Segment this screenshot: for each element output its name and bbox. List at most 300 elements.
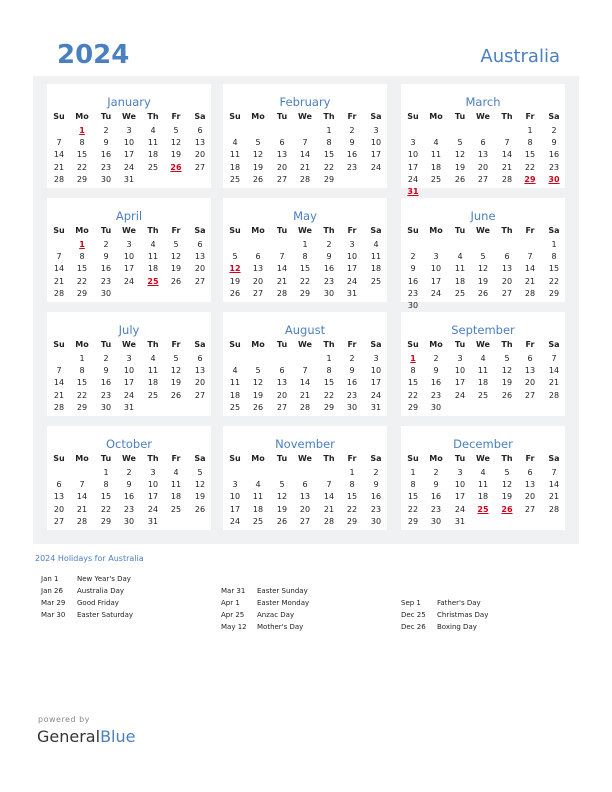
calendar-day: 11 [147,252,159,262]
calendar-day: 1 [326,126,332,135]
calendar-day: 24 [407,174,419,184]
calendar-day: 3 [457,354,463,363]
holiday-name: Father's Day [437,599,481,607]
calendar-day: 3 [150,468,156,477]
weekday-header: Mo [75,340,89,349]
calendar-day: 14 [53,378,65,388]
weekday-header: We [476,340,490,349]
year-title: 2024 [57,40,130,70]
calendar-day: 20 [194,150,206,160]
calendar-day: 25 [147,390,159,400]
holiday-column [401,597,581,633]
calendar-day: 5 [504,468,510,477]
calendar-day: 5 [173,354,179,363]
calendar-day: 4 [232,138,238,148]
weekday-header: Fr [347,112,357,121]
calendar-day: 22 [407,504,419,514]
calendar-day: 22 [524,162,536,172]
weekday-header: Fr [525,226,535,235]
calendar-day: 30 [407,301,419,310]
weekday-header: Tu [454,340,466,349]
calendar-day: 3 [410,138,416,148]
weekday-header: Sa [194,454,206,463]
calendar-day: 12 [170,366,182,376]
holidays-title: 2024 Holidays for Australia [35,554,144,563]
month-name: May [293,209,317,223]
weekday-header: We [298,226,312,235]
calendar-day: 29 [100,516,112,526]
calendar-day: 10 [123,138,135,148]
calendar-day: 30 [430,516,442,526]
calendar-day: 27 [477,174,489,184]
weekday-header: Fr [171,112,181,121]
holiday-row [41,597,221,609]
month-may [223,198,387,302]
holiday-name: Easter Monday [257,599,310,607]
calendar-day: 19 [276,504,288,514]
calendar-day: 8 [326,138,332,148]
calendar-day: 1 [326,354,332,363]
holiday-date: 1 [79,126,85,135]
calendar-day: 19 [229,276,241,286]
calendar-day: 9 [433,480,439,490]
calendar-day: 3 [373,126,379,135]
holiday-date-label: Mar 29 [41,599,66,607]
calendar-day: 6 [527,468,533,477]
holiday-date: 29 [524,174,536,184]
calendar-day: 9 [433,366,439,376]
weekday-header: Mo [429,112,443,121]
calendar-day: 24 [123,276,135,286]
weekday-header: Sa [370,226,382,235]
calendar-day: 16 [407,276,419,286]
calendar-day: 18 [477,378,489,388]
calendar-day: 13 [276,150,288,160]
calendar-day: 13 [477,150,489,160]
holiday-row [221,609,401,621]
calendar-day: 8 [79,138,85,148]
holiday-name: Christmas Day [437,611,489,619]
calendar-day: 28 [76,516,88,526]
calendar-day: 15 [346,492,358,502]
calendar-day: 11 [229,150,241,160]
calendar-day: 22 [76,390,88,400]
calendar-day: 22 [323,390,335,400]
holiday-column [41,573,221,621]
weekday-header: Tu [454,112,466,121]
calendar-day: 23 [100,276,112,286]
weekday-header: Tu [454,454,466,463]
calendar-day: 8 [527,138,533,148]
calendar-day: 23 [346,162,358,172]
holiday-date: 26 [501,504,513,514]
calendar-day: 18 [252,504,264,514]
calendar-day: 18 [430,162,442,172]
calendar-day: 17 [454,492,466,502]
weekday-header: Tu [276,112,288,121]
weekday-header: Tu [100,454,112,463]
calendar-day: 3 [433,252,439,262]
holiday-row [41,609,221,621]
holiday-row [401,609,581,621]
calendar-day: 9 [103,366,109,376]
holiday-name: Anzac Day [257,611,295,619]
weekday-header: Th [323,454,335,463]
calendar-day: 22 [299,276,311,286]
calendar-day: 30 [370,516,382,526]
holiday-date-label: Dec 25 [401,611,426,619]
holiday-date: 25 [477,504,489,514]
calendar-day: 18 [229,162,241,172]
calendar-day: 6 [527,354,533,363]
weekday-header: Sa [548,340,560,349]
calendar-day: 7 [56,138,62,148]
weekday-header: Fr [525,340,535,349]
calendar-day: 14 [501,150,513,160]
calendar-day: 17 [370,378,382,388]
month-april [47,198,211,302]
month-november [223,426,387,530]
calendar-day: 4 [457,252,463,262]
calendar-day: 17 [229,504,241,514]
calendar-day: 12 [501,366,513,376]
calendar-day: 10 [147,480,159,490]
calendar-day: 29 [323,174,335,184]
weekday-header: We [476,112,490,121]
calendar-day: 14 [299,150,311,160]
month-name: February [279,95,331,109]
calendar-day: 28 [299,402,311,412]
calendar-day: 27 [194,162,206,172]
calendar-day: 31 [346,288,358,298]
calendar-day: 20 [194,264,206,274]
calendar-day: 10 [123,366,135,376]
weekday-header: Su [53,340,65,349]
calendar-day: 3 [126,354,132,363]
calendar-day: 25 [454,288,466,298]
calendar-day: 10 [229,492,241,502]
calendar-day: 24 [346,276,358,286]
calendar-day: 25 [170,504,182,514]
weekday-header: Su [53,112,65,121]
calendar-day: 14 [548,366,560,376]
calendar-day: 21 [548,378,560,388]
calendar-day: 27 [53,516,65,526]
month-name: September [451,323,515,337]
calendar-day: 28 [524,288,536,298]
holiday-date-label: Sep 1 [401,599,421,607]
calendar-day: 20 [252,276,264,286]
month-name: July [118,323,140,337]
calendar-day: 18 [147,264,159,274]
calendar-day: 22 [346,504,358,514]
calendar-day: 19 [477,276,489,286]
calendar-day: 12 [170,252,182,262]
holiday-date-label: May 12 [221,623,247,631]
calendar-day: 17 [370,150,382,160]
calendar-day: 7 [279,252,285,262]
calendar-day: 9 [349,366,355,376]
calendar-day: 1 [302,240,308,249]
calendar-day: 31 [147,516,159,526]
calendar-day: 28 [276,288,288,298]
weekday-header: We [476,226,490,235]
calendar-day: 29 [346,516,358,526]
calendar-day: 5 [197,468,203,477]
weekday-header: Sa [194,340,206,349]
holiday-row [221,597,401,609]
weekday-header: We [298,454,312,463]
calendar-day: 13 [299,492,311,502]
calendar-day: 12 [252,150,264,160]
calendar-day: 8 [326,366,332,376]
calendar-day: 12 [454,150,466,160]
calendar-day: 13 [252,264,264,274]
weekday-header: Mo [429,340,443,349]
calendar-day: 4 [373,240,379,249]
calendar-day: 9 [373,480,379,490]
calendar-day: 6 [279,138,285,148]
calendar-day: 19 [252,162,264,172]
calendar-day: 29 [76,402,88,412]
calendar-day: 2 [103,240,109,249]
month-july [47,312,211,416]
weekday-header: Tu [100,340,112,349]
calendar-day: 14 [276,264,288,274]
calendar-day: 11 [430,150,442,160]
calendar-day: 25 [370,276,382,286]
calendar-day: 23 [407,288,419,298]
weekday-header: Sa [370,112,382,121]
calendar-day: 16 [100,264,112,274]
calendar-day: 31 [454,516,466,526]
month-name: January [107,95,151,109]
calendar-day: 13 [524,366,536,376]
calendar-day: 16 [323,264,335,274]
calendar-day: 27 [299,516,311,526]
weekday-header: Sa [548,226,560,235]
calendar-day: 21 [53,162,65,172]
weekday-header: Sa [370,454,382,463]
weekday-header: Mo [429,226,443,235]
calendar-day: 19 [252,390,264,400]
calendar-day: 3 [126,240,132,249]
calendar-day: 5 [457,138,463,148]
calendar-day: 4 [480,354,486,363]
calendar-day: 17 [430,276,442,286]
calendar-day: 16 [346,150,358,160]
holiday-date-label: Apr 25 [221,611,245,619]
calendar-day: 10 [123,252,135,262]
holiday-row [401,621,581,633]
calendar-day: 16 [370,492,382,502]
calendar-day: 14 [548,480,560,490]
calendar-day: 15 [76,264,88,274]
weekday-header: Mo [429,454,443,463]
calendar-day: 21 [276,276,288,286]
calendar-day: 6 [197,240,203,249]
calendar-day: 10 [370,138,382,148]
month-name: June [470,209,496,223]
calendar-day: 4 [150,240,156,249]
calendar-day: 7 [56,252,62,262]
holiday-row [221,621,401,633]
calendar-day: 23 [548,162,560,172]
calendar-day: 17 [123,264,135,274]
calendar-day: 4 [255,480,261,490]
calendar-day: 22 [323,162,335,172]
calendar-day: 9 [103,252,109,262]
calendar-day: 2 [433,468,439,477]
calendar-day: 1 [103,468,109,477]
calendar-day: 18 [170,492,182,502]
calendar-day: 15 [323,150,335,160]
calendar-day: 13 [194,366,206,376]
calendar-day: 28 [501,174,513,184]
calendar-day: 30 [323,288,335,298]
month-january [47,84,211,188]
weekday-header: Su [407,226,419,235]
holiday-name: Easter Saturday [77,611,134,619]
calendar-day: 11 [477,480,489,490]
calendar-day: 5 [279,480,285,490]
calendar-day: 12 [194,480,206,490]
calendar-day: 7 [56,366,62,376]
calendar-day: 25 [477,390,489,400]
calendar-day: 2 [433,354,439,363]
generalblue-logo[interactable] [37,727,135,747]
calendar-day: 26 [252,402,264,412]
calendar-day: 20 [299,504,311,514]
calendar-day: 29 [407,516,419,526]
calendar-day: 2 [103,354,109,363]
calendar-day: 15 [76,150,88,160]
calendar-day: 10 [430,264,442,274]
calendar-day: 19 [170,378,182,388]
weekday-header: Th [323,226,335,235]
calendar-day: 18 [229,390,241,400]
calendar-day: 5 [173,126,179,135]
weekday-header: Th [147,112,159,121]
holiday-date: 25 [147,276,159,286]
weekday-header: Fr [171,226,181,235]
calendar-day: 5 [480,252,486,262]
powered-by-text: powered by [38,715,90,724]
weekday-header: Tu [454,226,466,235]
calendar-day: 15 [524,150,536,160]
calendar-day: 11 [147,366,159,376]
calendar-day: 9 [126,480,132,490]
calendar-day: 8 [103,480,109,490]
month-name: December [453,437,513,451]
holiday-date: 30 [548,174,560,184]
weekday-header: Su [407,112,419,121]
calendar-day: 29 [76,288,88,298]
weekday-header: Th [501,454,513,463]
calendar-day: 9 [551,138,557,148]
calendar-day: 29 [548,288,560,298]
weekday-header: Su [53,454,65,463]
calendar-day: 16 [100,150,112,160]
month-name: March [465,95,501,109]
calendar-day: 20 [194,378,206,388]
calendar-day: 17 [123,378,135,388]
holiday-name: Boxing Day [437,623,477,631]
calendar-day: 22 [76,276,88,286]
calendar-day: 27 [524,504,536,514]
calendar-day: 5 [255,366,261,376]
calendar-day: 26 [252,174,264,184]
weekday-header: Su [407,340,419,349]
calendar-day: 2 [349,126,355,135]
weekday-header: Mo [75,112,89,121]
calendar-day: 30 [123,516,135,526]
calendar-day: 20 [524,378,536,388]
calendar-day: 26 [170,276,182,286]
calendar-day: 29 [323,402,335,412]
calendar-day: 23 [370,504,382,514]
calendar-day: 12 [170,138,182,148]
holiday-date-label: Mar 31 [221,587,246,595]
calendar-day: 28 [323,516,335,526]
calendar-day: 24 [370,390,382,400]
calendar-day: 17 [346,264,358,274]
calendar-day: 24 [229,516,241,526]
holiday-row [401,597,581,609]
calendar-day: 21 [53,276,65,286]
calendar-day: 18 [477,492,489,502]
calendar-day: 12 [477,264,489,274]
calendar-day: 27 [276,174,288,184]
calendar-day: 31 [370,402,382,412]
weekday-header: Su [229,454,241,463]
calendar-day: 21 [524,276,536,286]
weekday-header: Th [501,340,513,349]
calendar-day: 4 [480,468,486,477]
weekday-header: Sa [370,340,382,349]
weekday-header: Th [323,112,335,121]
calendar-day: 16 [346,378,358,388]
holiday-date: 1 [79,240,85,249]
weekday-header: Su [229,340,241,349]
calendar-day: 6 [255,252,261,262]
calendar-day: 22 [407,390,419,400]
weekday-header: Fr [525,112,535,121]
weekday-header: Th [323,340,335,349]
calendar-day: 11 [477,366,489,376]
calendar-day: 20 [524,492,536,502]
calendar-day: 23 [100,162,112,172]
month-october [47,426,211,530]
calendar-day: 8 [302,252,308,262]
calendar-day: 4 [173,468,179,477]
calendar-day: 6 [504,252,510,262]
calendar-day: 3 [373,354,379,363]
calendar-day: 13 [501,264,513,274]
holiday-name: Good Friday [77,599,119,607]
calendar-day: 25 [252,516,264,526]
calendar-day: 11 [370,252,382,262]
calendar-day: 26 [170,390,182,400]
calendar-day: 27 [194,390,206,400]
holiday-date: 12 [229,264,241,274]
calendar-day: 30 [100,174,112,184]
calendar-day: 27 [276,402,288,412]
calendar-day: 9 [326,252,332,262]
calendar-day: 1 [79,354,85,363]
holiday-date-label: Jan 1 [41,575,59,583]
calendar-day: 8 [551,252,557,262]
